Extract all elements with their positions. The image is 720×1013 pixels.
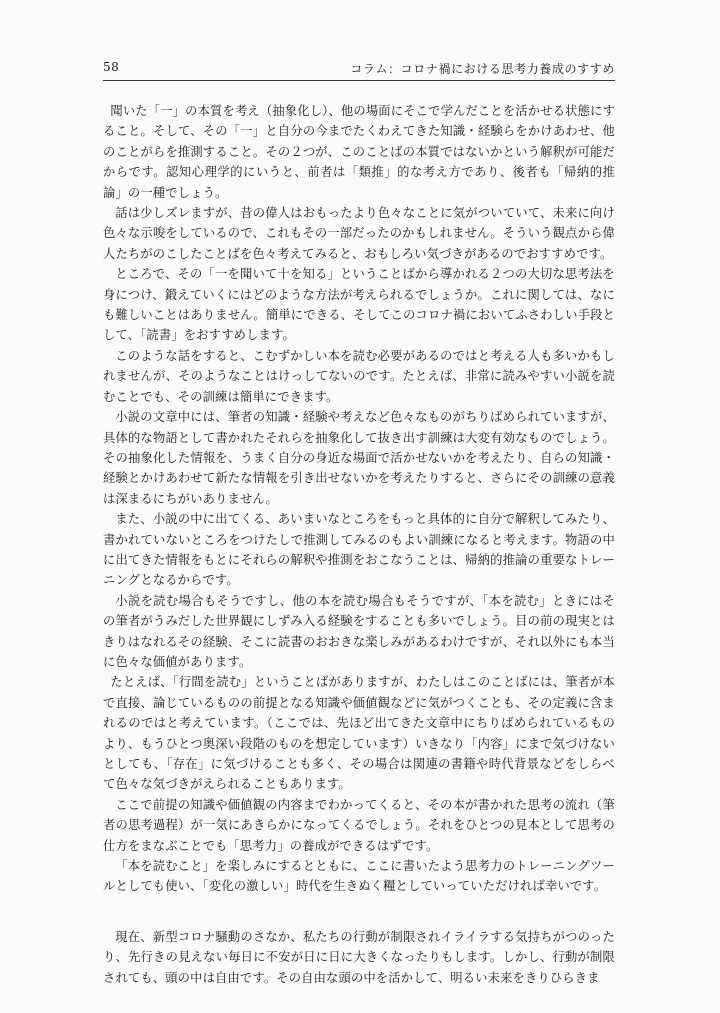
section-gap (103, 897, 615, 927)
paragraph: 「本を読むこと」を楽しみにするとともに、ここに書いたよう思考力のトレーニングツールとしても使い、「変化の激しい」時代を生きぬく糧としていっていただければ幸いです。 (103, 859, 615, 894)
paragraph: ここで前提の知識や価値観の内容までわかってくると、その本が書かれた思考の流れ（筆者の思考過程）が一気にあきらかになってくるでしょう。それをひとつの見本として思考の仕方をまなぶことでも「思考力」の養成ができるはずです。 (103, 797, 615, 853)
running-title: コラム：コロナ禍における思考力養成のすすめ (350, 62, 615, 76)
paragraph: 小説を読む場合もそうですし、他の本を読む場合もそうですが、「本を読む」ときにはその筆者がうみだした世界観にしずみ入る経験をすることも多いでしょう。目の前の現実とはきりはなれるその経験、そこに読書のおおきな楽しみがあるわけですが、それ以外にも本当に色々な価値があります。 (103, 593, 615, 669)
paragraph: また、小説の中に出てくる、あいまいなところをもっと具体的に自分で解釈してみたり、書かれていないところをつけたしで推測してみるのもよい訓練になると考えます。物語の中に出てきた情報をもとにそれらの解釈や推測をおこなうことは、帰納的推論の重要なトレーニングとなるからです。 (103, 512, 615, 588)
page-header (103, 60, 615, 80)
paragraph: このような話をすると、こむずかしい本を読む必要があるのではと考える人も多いかもしれませんが、そのようなことはけっしてないのです。たとえば、非常に読みやすい小説を読むことでも、その訓練は簡単にできます。 (103, 348, 615, 404)
header-rule (103, 80, 615, 81)
paragraph: 話は少しズレますが、昔の偉人はおもったより色々なことに気がついていて、未来に向け色々な示唆をしているので、これもその一部だったのかもしれません。そういう観点から偉人たちがのこしたことばを色々考えてみると、おもしろい気づきがあるのでおすすめです。 (103, 206, 615, 261)
page-number: 58 (103, 60, 120, 74)
paragraph: 現在、新型コロナ騒動のさなか、私たちの行動が制限されイライラする気持ちがつのったり、先行きの見えない毎日に不安が日に日に大きくなったりもします。しかし、行動が制限されても、頭の中は自由です。その自由な頭の中を活かして、明るい未来をきりひらきま (103, 929, 615, 985)
paragraph: 聞いた「一」の本質を考え（抽象化し）、他の場面にそこで学んだことを活かせる状態にすること。そして、その「一」と自分の今までたくわえてきた知識・経験らをかけあわせ、他のことがらを推測すること。その２つが、このことばの本質ではないかという解釈が可能だからです。認知心理学的にいうと、前者は「類推」的な考え方であり、後者も「帰納的推論」の一種でしょう。 (103, 104, 615, 200)
paragraph: たとえば、「行間を読む」ということばがありますが、わたしはこのことばには、筆者が本で直接、論じているものの前提となる知識や価値観などに気がつくことも、その定義に含まれるのではと考えています。（ここでは、先ほど出てきた文章中にちりばめられているものより、もうひとつ奥深い段階のものを想定しています）いきなり「内容」にまで気づけないとしても、「存在」に気づけることも多く、その場合は関連の書籍や時代背景などをしらべて色々な気づきがえられることもあります。 (103, 675, 615, 792)
body-text (103, 101, 615, 988)
paragraph: 小説の文章中には、筆者の知識・経験や考えなど色々なものがちりばめられていますが、具体的な物語として書かれたそれらを抽象化して抜き出す訓練は大変有効なものでしょう。その抽象化した情報を、うまく自分の身近な場面で活かせないかを考えたり、自らの知識・経験とかけあわせて新たな情報を引き出せないかを考えたりすると、さらにその訓練の意義は深まるにちがいありません。 (103, 410, 615, 506)
paragraph: ところで、その「一を聞いて十を知る」ということばから導かれる２つの大切な思考法を身につけ、鍛えていくにはどのような方法が考えられるでしょうか。これに関しては、なにも難しいことはありません。簡単にできる、そしてこのコロナ禍においてふさわしい手段として、「読書」をおすすめします。 (103, 267, 615, 343)
